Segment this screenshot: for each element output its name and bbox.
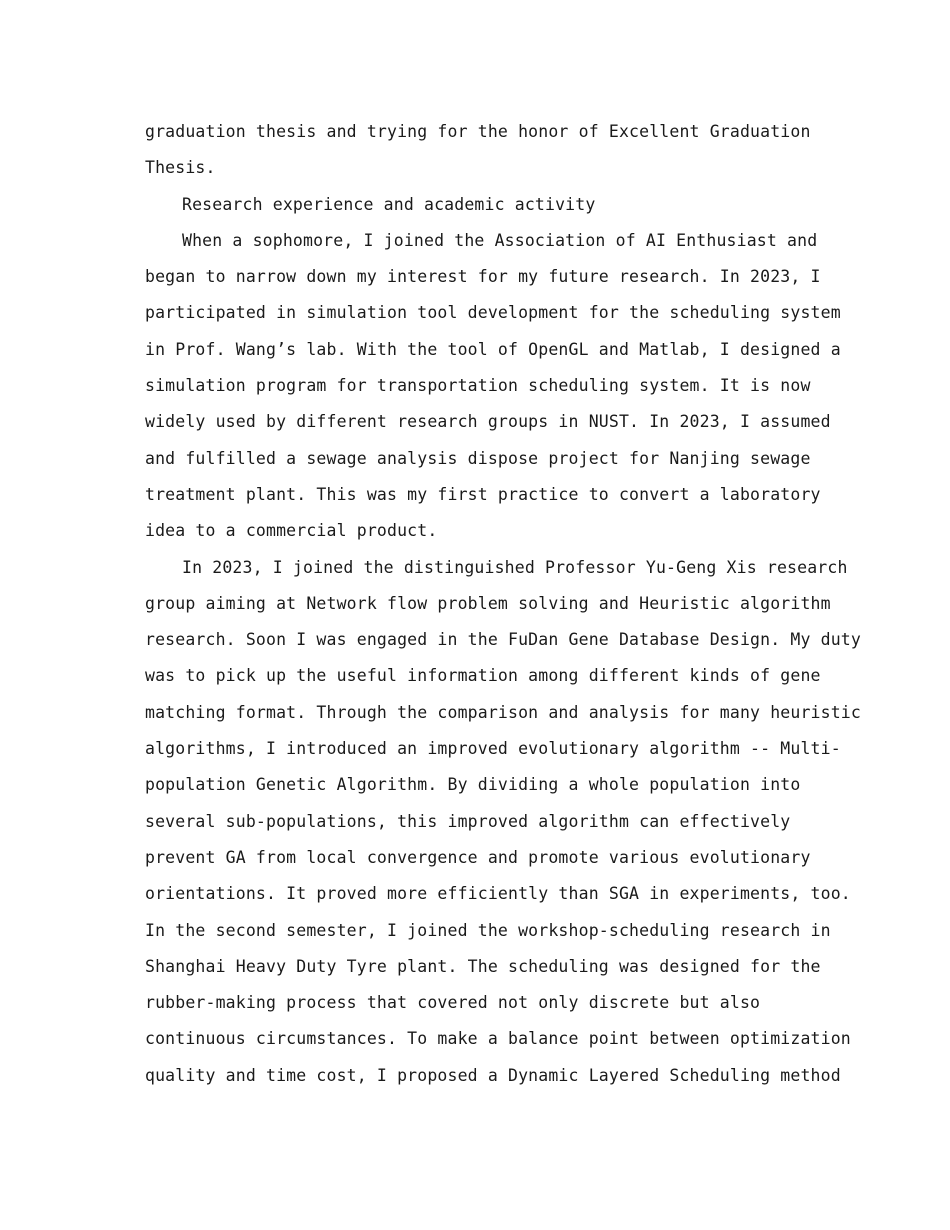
text-line: began to narrow down my interest for my future research. In 2023, I	[145, 267, 821, 287]
text-line: research. Soon I was engaged in the FuDan Gene Database Design. My duty	[145, 630, 861, 650]
text-line: treatment plant. This was my first practice to convert a laboratory	[145, 484, 821, 504]
text-line: algorithms, I introduced an improved evolutionary algorithm -- Multi-	[145, 739, 841, 759]
text-line: prevent GA from local convergence and promote various evolutionary	[145, 847, 811, 867]
text-line: group aiming at Network flow problem solving and Heuristic algorithm	[145, 593, 831, 613]
text-line: participated in simulation tool development for the scheduling system	[145, 303, 841, 323]
text-line: Research experience and academic activity	[182, 194, 596, 214]
text-line: quality and time cost, I proposed a Dynamic Layered Scheduling method	[145, 1065, 841, 1085]
text-line: Thesis.	[145, 158, 216, 178]
text-line: continuous circumstances. To make a balance point between optimization	[145, 1029, 851, 1049]
text-line: graduation thesis and trying for the honor of Excellent Graduation	[145, 122, 811, 141]
text-line: population Genetic Algorithm. By dividing a whole population into	[145, 775, 801, 795]
document-body	[145, 114, 861, 1094]
text-line: rubber-making process that covered not only discrete but also	[145, 993, 761, 1013]
text-line: Shanghai Heavy Duty Tyre plant. The scheduling was designed for the	[145, 956, 821, 976]
text-line: In 2023, I joined the distinguished Professor Yu-Geng Xis research	[182, 557, 848, 577]
text-line: orientations. It proved more efficiently than SGA in experiments, too.	[145, 884, 851, 904]
text-line: in Prof. Wang’s lab. With the tool of OpenGL and Matlab, I designed a	[145, 339, 841, 359]
text-line: simulation program for transportation scheduling system. It is now	[145, 376, 811, 396]
text-line: When a sophomore, I joined the Association of AI Enthusiast and	[182, 230, 818, 250]
text-line: and fulfilled a sewage analysis dispose project for Nanjing sewage	[145, 448, 811, 468]
text-line: widely used by different research groups in NUST. In 2023, I assumed	[145, 412, 831, 432]
text-line: was to pick up the useful information among different kinds of gene	[145, 666, 821, 686]
text-line: matching format. Through the comparison and analysis for many heuristic	[145, 702, 861, 722]
text-line: In the second semester, I joined the workshop-scheduling research in	[145, 920, 831, 940]
text-line: idea to a commercial product.	[145, 521, 438, 541]
text-line: several sub-populations, this improved algorithm can effectively	[145, 811, 791, 831]
